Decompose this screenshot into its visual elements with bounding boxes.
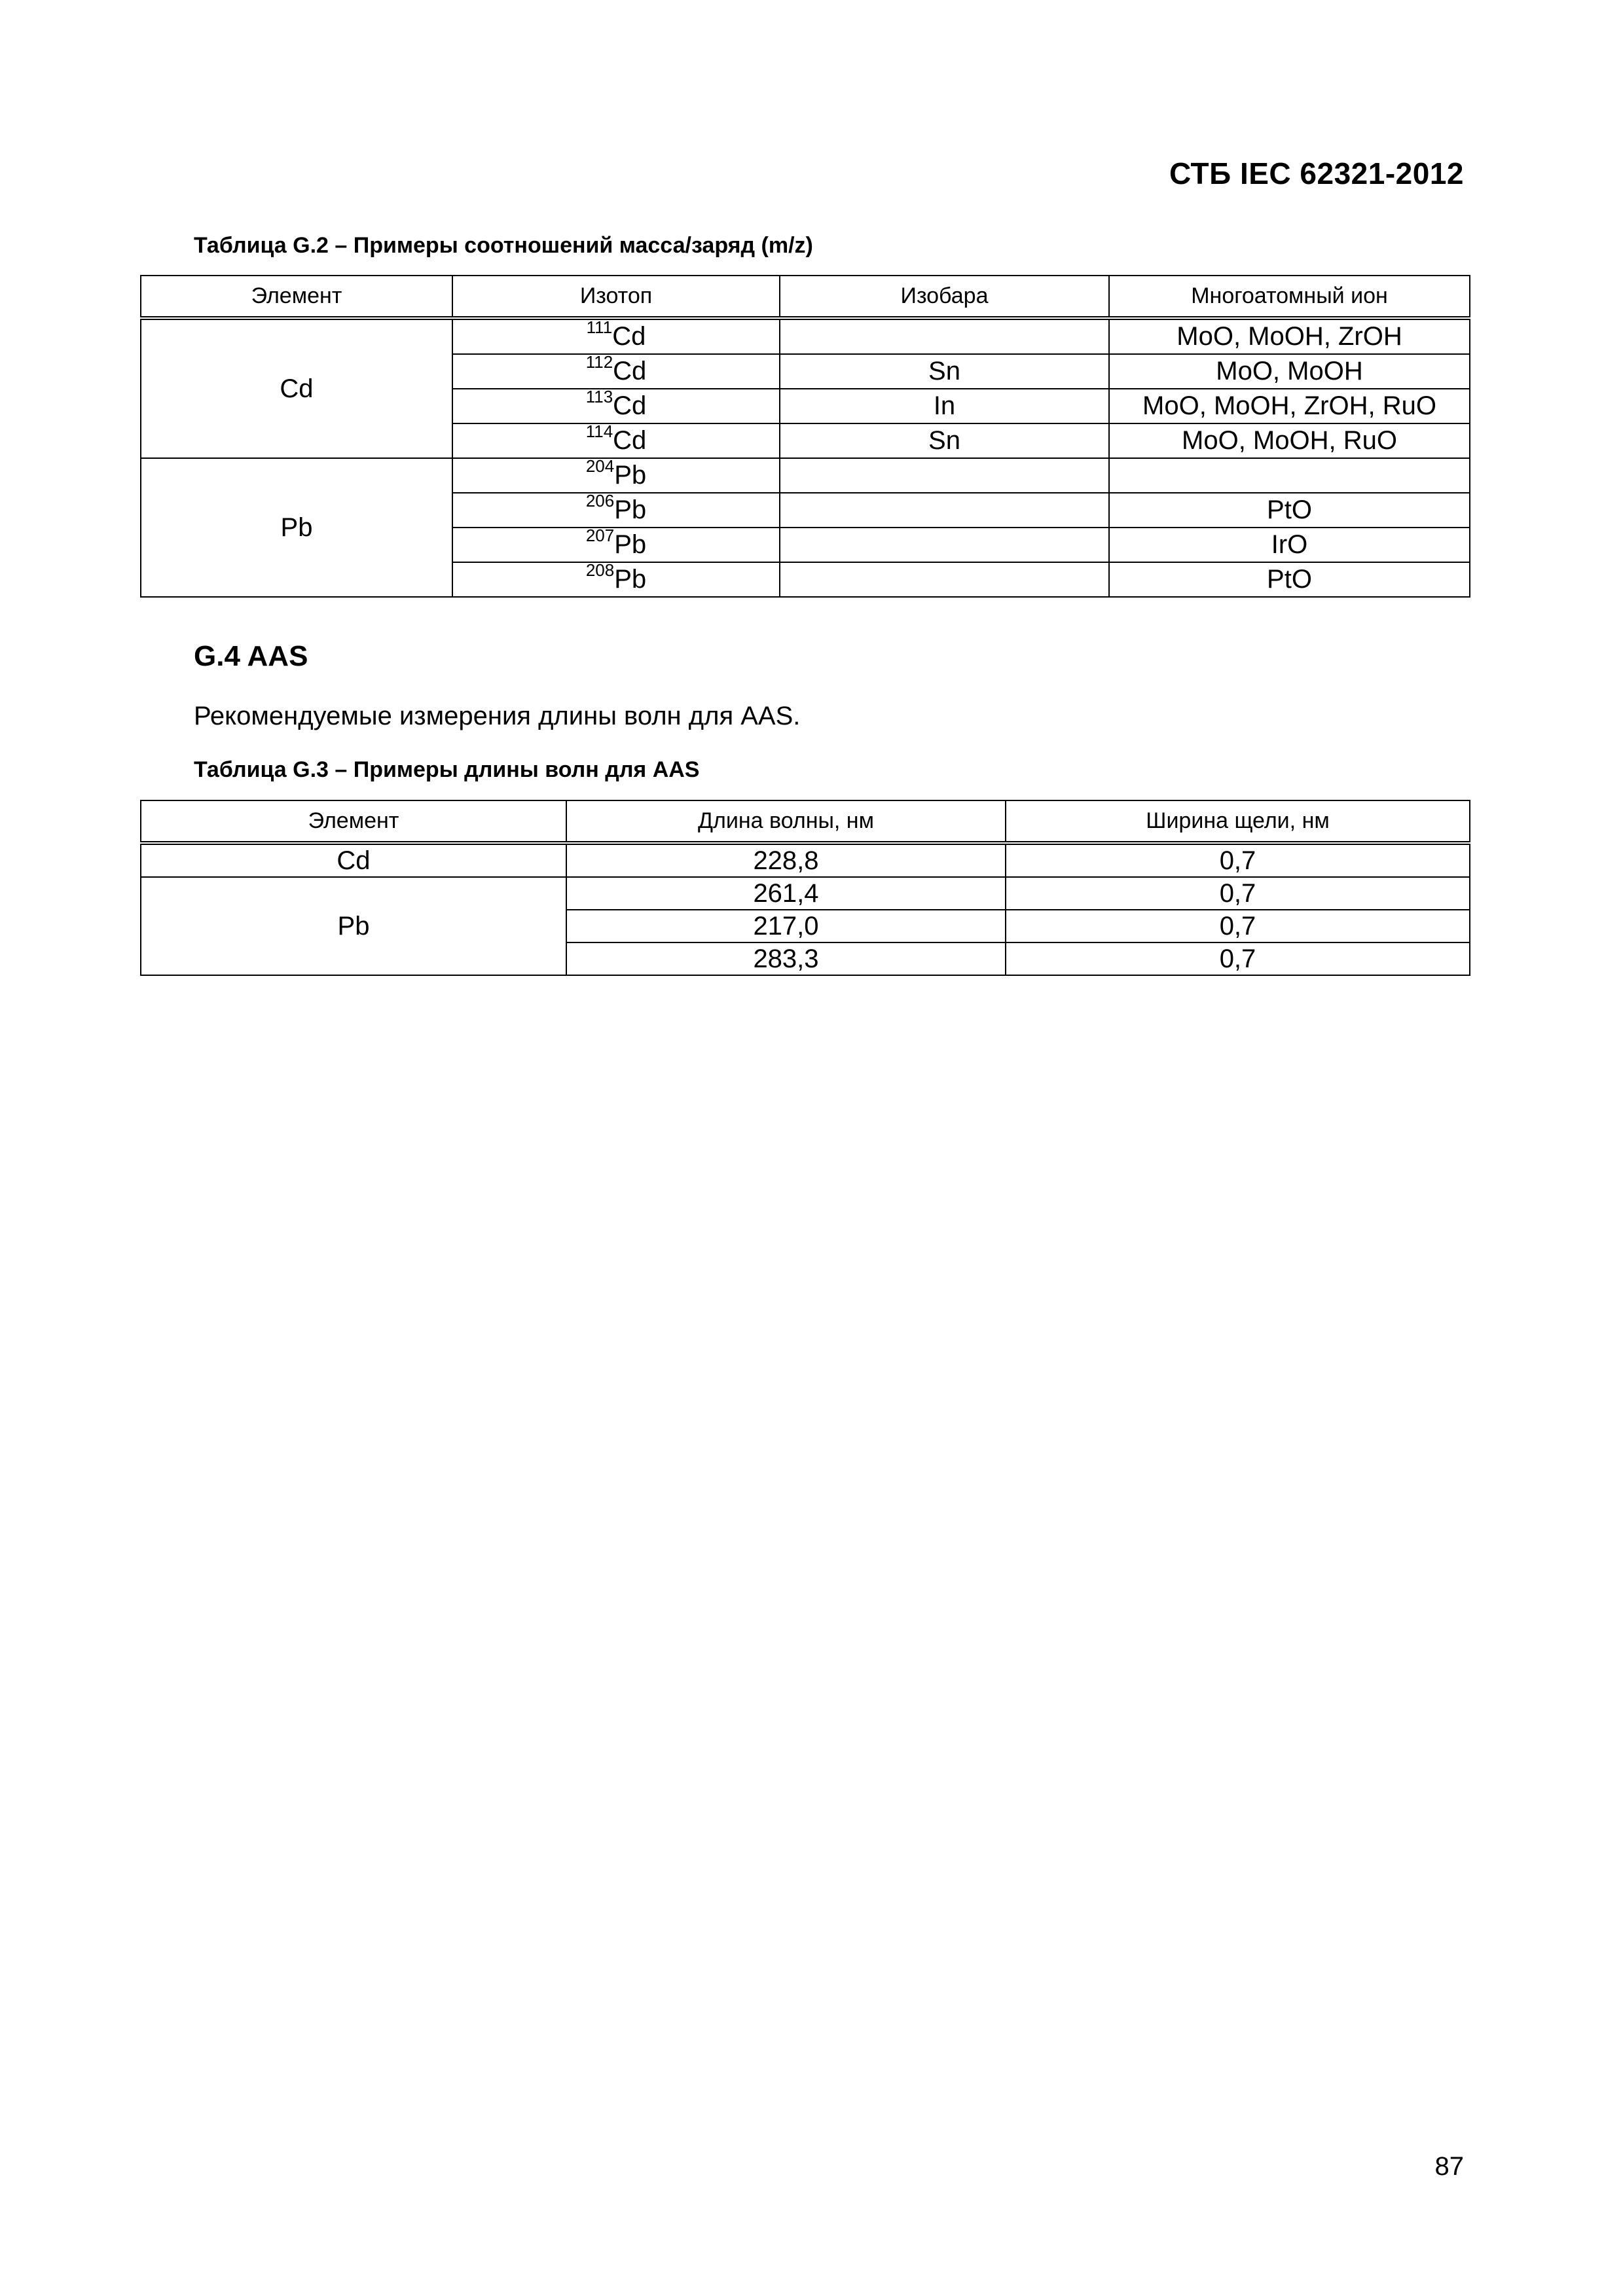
table-row [141, 877, 1470, 910]
wavelength-cell: 261,4 [566, 877, 1006, 910]
mass-number: 113 [585, 387, 613, 406]
mass-number: 206 [585, 491, 615, 511]
isotope-cell [452, 458, 780, 493]
isotope-cell [452, 318, 780, 354]
isotope-symbol: Cd [612, 322, 646, 351]
mass-number: 204 [585, 456, 615, 476]
isobar-cell: In [780, 389, 1109, 423]
ion-cell: PtO [1109, 493, 1470, 528]
isotope-symbol: Pb [614, 530, 647, 559]
column-header-polyatomic-ion: Многоатомный ион [1109, 276, 1470, 318]
element-cell: Cd [141, 318, 452, 458]
column-header-slit-width: Ширина щели, нм [1006, 800, 1470, 843]
isotope-cell [452, 423, 780, 458]
isobar-cell [780, 562, 1109, 597]
table-g3 [140, 800, 1470, 976]
isotope-cell [452, 493, 780, 528]
ion-cell: MoO, MoOH, ZrOH [1109, 318, 1470, 354]
wavelength-cell: 217,0 [566, 910, 1006, 942]
column-header-element: Элемент [141, 800, 566, 843]
column-header-isotope: Изотоп [452, 276, 780, 318]
page-number: 87 [1434, 2152, 1464, 2181]
section-heading: G.4 AAS [194, 640, 308, 672]
section-paragraph: Рекомендуемые измерения длины волн для AAS. [194, 702, 801, 730]
isobar-cell [780, 528, 1109, 562]
slit-width-cell: 0,7 [1006, 843, 1470, 877]
slit-width-cell: 0,7 [1006, 877, 1470, 910]
column-header-isobar: Изобара [780, 276, 1109, 318]
table-g2 [140, 275, 1470, 598]
wavelength-cell: 228,8 [566, 843, 1006, 877]
mass-number: 207 [585, 526, 615, 545]
column-header-element: Элемент [141, 276, 452, 318]
ion-cell: PtO [1109, 562, 1470, 597]
mass-number: 208 [585, 560, 615, 580]
isotope-symbol: Cd [613, 426, 647, 455]
isotope-symbol: Cd [613, 391, 647, 420]
isobar-cell [780, 318, 1109, 354]
isobar-cell: Sn [780, 354, 1109, 389]
isobar-cell [780, 458, 1109, 493]
mass-number: 112 [585, 352, 613, 372]
table-header-row [141, 800, 1470, 843]
ion-cell [1109, 458, 1470, 493]
ion-cell: MoO, MoOH [1109, 354, 1470, 389]
isotope-cell [452, 354, 780, 389]
isotope-cell [452, 389, 780, 423]
table-header-row [141, 276, 1470, 318]
table-row [141, 458, 1470, 493]
isotope-symbol: Cd [613, 357, 647, 386]
document-code: СТБ IEC 62321-2012 [1169, 156, 1464, 190]
isobar-cell: Sn [780, 423, 1109, 458]
table-row [141, 318, 1470, 354]
ion-cell: MoO, MoOH, ZrOH, RuO [1109, 389, 1470, 423]
table-g3-caption: Таблица G.3 – Примеры длины волн для AAS [194, 757, 700, 782]
isotope-cell [452, 562, 780, 597]
ion-cell: IrO [1109, 528, 1470, 562]
isotope-symbol: Pb [614, 461, 647, 490]
isotope-symbol: Pb [614, 495, 647, 524]
isotope-cell [452, 528, 780, 562]
column-header-wavelength: Длина волны, нм [566, 800, 1006, 843]
wavelength-cell: 283,3 [566, 942, 1006, 975]
mass-number: 114 [585, 422, 613, 441]
table-g2-caption: Таблица G.2 – Примеры соотношений масса/заряд (m/z) [194, 233, 813, 258]
element-cell: Pb [141, 877, 566, 975]
slit-width-cell: 0,7 [1006, 910, 1470, 942]
element-cell: Pb [141, 458, 452, 597]
element-cell: Cd [141, 843, 566, 877]
ion-cell: MoO, MoOH, RuO [1109, 423, 1470, 458]
slit-width-cell: 0,7 [1006, 942, 1470, 975]
table-row [141, 843, 1470, 877]
mass-number: 111 [586, 317, 613, 337]
isobar-cell [780, 493, 1109, 528]
isotope-symbol: Pb [614, 565, 647, 594]
